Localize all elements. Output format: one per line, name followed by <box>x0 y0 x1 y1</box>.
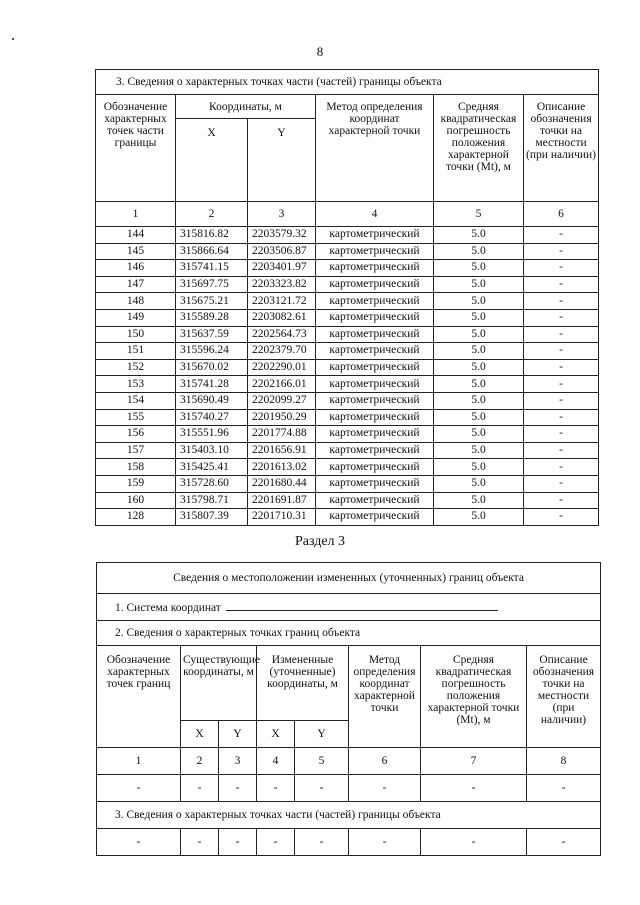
header-coordinates: Координаты, м <box>176 95 316 119</box>
accuracy: 5.0 <box>434 392 524 409</box>
header-accuracy: Средняя квадратическая погрешность положения характерной точки (Mt), м <box>421 646 527 748</box>
header-designation: Обозначение характерных точек границ <box>97 646 181 748</box>
method: картометрический <box>316 442 434 459</box>
method: картометрический <box>316 343 434 360</box>
header-accuracy: Средняя квадратическая погрешность положения характерной точки (Mt), м <box>434 95 524 202</box>
table-row <box>96 409 599 426</box>
point-number: 156 <box>96 426 176 443</box>
y-coordinate: 2201656.91 <box>248 442 316 459</box>
col-num: 7 <box>421 748 527 775</box>
accuracy: 5.0 <box>434 227 524 244</box>
y-coordinate: 2203506.87 <box>248 243 316 260</box>
x-coordinate: 315670.02 <box>176 359 248 376</box>
col-num: 2 <box>181 748 219 775</box>
x-coordinate: 315816.82 <box>176 227 248 244</box>
table-row <box>96 376 599 393</box>
section-title: Раздел 3 <box>294 534 346 549</box>
accuracy: 5.0 <box>434 376 524 393</box>
method: картометрический <box>316 243 434 260</box>
point-number: 149 <box>96 309 176 326</box>
empty-cell: - <box>349 829 421 856</box>
empty-cell: - <box>97 775 181 802</box>
point-number: 148 <box>96 293 176 310</box>
header-y: Y <box>295 721 349 748</box>
description: - <box>524 442 599 459</box>
description: - <box>524 409 599 426</box>
method: картометрический <box>316 359 434 376</box>
method: картометрический <box>316 376 434 393</box>
empty-points-row <box>97 775 601 802</box>
header-changed: Измененные (уточненные) координаты, м <box>257 646 349 721</box>
accuracy: 5.0 <box>434 293 524 310</box>
x-coordinate: 315807.39 <box>176 509 248 526</box>
col-num: 5 <box>434 202 524 227</box>
description: - <box>524 326 599 343</box>
x-coordinate: 315403.10 <box>176 442 248 459</box>
empty-parts-row <box>97 829 601 856</box>
accuracy: 5.0 <box>434 260 524 277</box>
description: - <box>524 276 599 293</box>
point-number: 157 <box>96 442 176 459</box>
empty-cell: - <box>349 775 421 802</box>
description: - <box>524 492 599 509</box>
table-row <box>96 260 599 277</box>
y-coordinate: 2201680.44 <box>248 475 316 492</box>
header-description: Описание обозначения точки на местности (при наличии) <box>524 95 599 202</box>
accuracy: 5.0 <box>434 492 524 509</box>
y-coordinate: 2202564.73 <box>248 326 316 343</box>
col-num: 5 <box>295 748 349 775</box>
x-coordinate: 315697.75 <box>176 276 248 293</box>
description: - <box>524 426 599 443</box>
empty-cell: - <box>295 829 349 856</box>
points-heading: 2. Сведения о характерных точках границ объекта <box>97 621 601 646</box>
y-coordinate: 2203082.61 <box>248 309 316 326</box>
table-row <box>96 343 599 360</box>
header-x: X <box>176 119 248 202</box>
description: - <box>524 376 599 393</box>
y-coordinate: 2201613.02 <box>248 459 316 476</box>
x-coordinate: 315741.28 <box>176 376 248 393</box>
point-number: 150 <box>96 326 176 343</box>
accuracy: 5.0 <box>434 359 524 376</box>
x-coordinate: 315741.15 <box>176 260 248 277</box>
scan-dot <box>12 38 14 40</box>
changed-boundaries-table <box>96 562 601 856</box>
table-row <box>96 442 599 459</box>
accuracy: 5.0 <box>434 276 524 293</box>
y-coordinate: 2201710.31 <box>248 509 316 526</box>
table-title: 3. Сведения о характерных точках части (частей) границы объекта <box>96 70 599 95</box>
method: картометрический <box>316 227 434 244</box>
point-number: 153 <box>96 376 176 393</box>
table-row <box>96 227 599 244</box>
point-number: 155 <box>96 409 176 426</box>
y-coordinate: 2202290.01 <box>248 359 316 376</box>
empty-cell: - <box>421 829 527 856</box>
point-number: 144 <box>96 227 176 244</box>
header-description: Описание обозначения точки на местности (при наличии) <box>527 646 601 748</box>
point-number: 146 <box>96 260 176 277</box>
header-existing: Существующие координаты, м <box>181 646 257 721</box>
empty-cell: - <box>181 775 219 802</box>
y-coordinate: 2201691.87 <box>248 492 316 509</box>
method: картометрический <box>316 309 434 326</box>
table-row <box>96 426 599 443</box>
point-number: 147 <box>96 276 176 293</box>
method: картометрический <box>316 492 434 509</box>
accuracy: 5.0 <box>434 442 524 459</box>
x-coordinate: 315596.24 <box>176 343 248 360</box>
table-row <box>96 326 599 343</box>
method: картометрический <box>316 509 434 526</box>
empty-cell: - <box>257 829 295 856</box>
x-coordinate: 315798.71 <box>176 492 248 509</box>
accuracy: 5.0 <box>434 243 524 260</box>
accuracy: 5.0 <box>434 426 524 443</box>
section-heading: Сведения о местоположении измененных (уточненных) границ объекта <box>97 563 601 594</box>
accuracy: 5.0 <box>434 309 524 326</box>
table-row <box>96 475 599 492</box>
column-numbers-row <box>97 748 601 775</box>
col-num: 1 <box>97 748 181 775</box>
x-coordinate: 315728.60 <box>176 475 248 492</box>
description: - <box>524 227 599 244</box>
accuracy: 5.0 <box>434 509 524 526</box>
table-row <box>96 492 599 509</box>
y-coordinate: 2203121.72 <box>248 293 316 310</box>
method: картометрический <box>316 409 434 426</box>
empty-cell: - <box>181 829 219 856</box>
header-y: Y <box>219 721 257 748</box>
col-num: 1 <box>96 202 176 227</box>
description: - <box>524 309 599 326</box>
empty-cell: - <box>295 775 349 802</box>
y-coordinate: 2203401.97 <box>248 260 316 277</box>
x-coordinate: 315690.49 <box>176 392 248 409</box>
col-num: 3 <box>248 202 316 227</box>
x-coordinate: 315866.64 <box>176 243 248 260</box>
header-x: X <box>181 721 219 748</box>
table-row <box>96 309 599 326</box>
x-coordinate: 315637.59 <box>176 326 248 343</box>
method: картометрический <box>316 459 434 476</box>
point-number: 154 <box>96 392 176 409</box>
point-number: 160 <box>96 492 176 509</box>
y-coordinate: 2201774.88 <box>248 426 316 443</box>
header-method: Метод определения координат характерной точки <box>316 95 434 202</box>
y-coordinate: 2202379.70 <box>248 343 316 360</box>
accuracy: 5.0 <box>434 459 524 476</box>
description: - <box>524 260 599 277</box>
table-row <box>96 359 599 376</box>
method: картометрический <box>316 260 434 277</box>
y-coordinate: 2201950.29 <box>248 409 316 426</box>
empty-cell: - <box>421 775 527 802</box>
description: - <box>524 243 599 260</box>
part-points-table <box>95 69 599 526</box>
y-coordinate: 2202099.27 <box>248 392 316 409</box>
method: картометрический <box>316 426 434 443</box>
method: картометрический <box>316 392 434 409</box>
table-row <box>96 459 599 476</box>
header-x: X <box>257 721 295 748</box>
empty-cell: - <box>527 775 601 802</box>
empty-cell: - <box>219 829 257 856</box>
point-number: 128 <box>96 509 176 526</box>
y-coordinate: 2203323.82 <box>248 276 316 293</box>
col-num: 6 <box>524 202 599 227</box>
x-coordinate: 315551.96 <box>176 426 248 443</box>
table-row <box>96 243 599 260</box>
point-number: 145 <box>96 243 176 260</box>
point-number: 159 <box>96 475 176 492</box>
y-coordinate: 2203579.32 <box>248 227 316 244</box>
description: - <box>524 359 599 376</box>
accuracy: 5.0 <box>434 409 524 426</box>
method: картометрический <box>316 326 434 343</box>
method: картометрический <box>316 276 434 293</box>
accuracy: 5.0 <box>434 326 524 343</box>
description: - <box>524 459 599 476</box>
col-num: 6 <box>349 748 421 775</box>
description: - <box>524 293 599 310</box>
header-y: Y <box>248 119 316 202</box>
method: картометрический <box>316 475 434 492</box>
header-method: Метод определения координат характерной точки <box>349 646 421 748</box>
x-coordinate: 315675.21 <box>176 293 248 310</box>
coord-system-label: 1. Система координат <box>115 602 221 614</box>
parts-heading: 3. Сведения о характерных точках части (частей) границы объекта <box>97 802 601 829</box>
table-row <box>96 293 599 310</box>
description: - <box>524 343 599 360</box>
coord-system-row <box>97 594 601 621</box>
table-row <box>96 392 599 409</box>
point-number: 151 <box>96 343 176 360</box>
empty-cell: - <box>527 829 601 856</box>
accuracy: 5.0 <box>434 475 524 492</box>
points-table-body <box>96 227 599 526</box>
col-num: 4 <box>316 202 434 227</box>
description: - <box>524 392 599 409</box>
empty-cell: - <box>97 829 181 856</box>
table-row <box>96 509 599 526</box>
x-coordinate: 315589.28 <box>176 309 248 326</box>
description: - <box>524 475 599 492</box>
description: - <box>524 509 599 526</box>
col-num: 3 <box>219 748 257 775</box>
empty-cell: - <box>257 775 295 802</box>
column-numbers-row <box>96 202 599 227</box>
coord-system-blank <box>226 600 498 611</box>
x-coordinate: 315740.27 <box>176 409 248 426</box>
accuracy: 5.0 <box>434 343 524 360</box>
point-number: 152 <box>96 359 176 376</box>
col-num: 2 <box>176 202 248 227</box>
point-number: 158 <box>96 459 176 476</box>
header-designation: Обозначение характерных точек части границы <box>96 95 176 202</box>
empty-cell: - <box>219 775 257 802</box>
y-coordinate: 2202166.01 <box>248 376 316 393</box>
x-coordinate: 315425.41 <box>176 459 248 476</box>
col-num: 8 <box>527 748 601 775</box>
page-number: 8 <box>316 44 324 59</box>
method: картометрический <box>316 293 434 310</box>
table-row <box>96 276 599 293</box>
col-num: 4 <box>257 748 295 775</box>
